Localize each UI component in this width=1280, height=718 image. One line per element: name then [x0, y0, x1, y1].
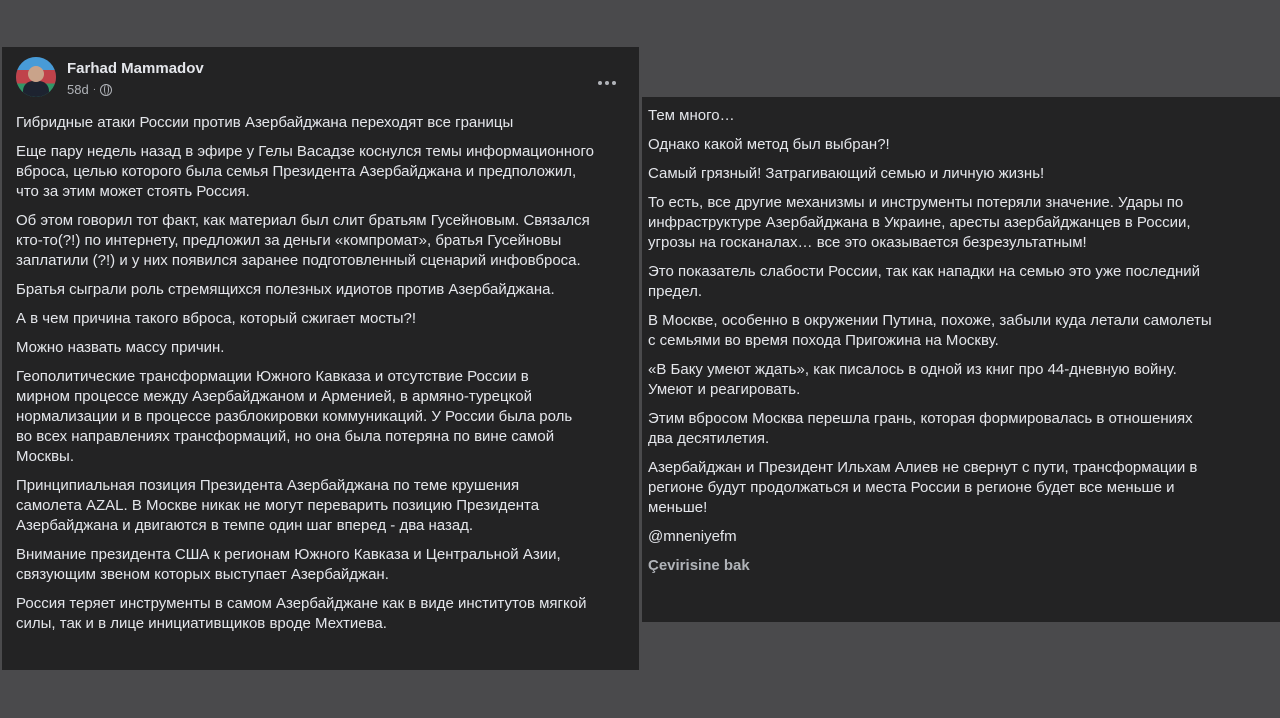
post-header: [16, 57, 625, 103]
post-paragraph: Тем много…: [648, 107, 735, 124]
post-paragraph: Это показатель слабости России, так как нападки на семью это уже последний предел.: [648, 263, 1201, 300]
post-body-right: [648, 106, 1278, 585]
post-paragraph: Однако какой метод был выбран?!: [648, 136, 890, 153]
more-options-icon: [598, 81, 602, 85]
post-paragraph: Принципиальная позиция Президента Азербайджана по теме крушения самолета AZAL. В Москве никак не могут переварить позицию Президента Азербайджана и двигаются в темпе один шаг вперед - два назад.: [16, 477, 540, 534]
globe-icon: [100, 84, 112, 96]
post-paragraph: Гибридные атаки России против Азербайджана переходят все границы: [16, 114, 514, 131]
post-panel-left: [2, 47, 639, 670]
source-handle[interactable]: @mneniyefm: [648, 528, 737, 545]
post-paragraph: Геополитические трансформации Южного Кавказа и отсутствие России в мирном процессе между Азербайджаном и Арменией, в армяно-турецкой нормализации и в процессе разблокировки коммуникаций. У России была роль во всех направлениях трансформаций, но она была потеряна по вине самой Москвы.: [16, 368, 573, 465]
post-panel-right: [642, 97, 1280, 622]
post-paragraph: Этим вбросом Москва перешла грань, которая формировалась в отношениях два десятилетия.: [648, 410, 1193, 447]
post-paragraph: А в чем причина такого вброса, который сжигает мосты?!: [16, 310, 417, 327]
post-paragraph: Самый грязный! Затрагивающий семью и личную жизнь!: [648, 165, 1045, 182]
post-paragraph: Об этом говорил тот факт, как материал был слит братьям Гусейновым. Связался кто-то(?!) по интернету, предложил за деньги «компромат», братья Гусейновы заплатили (?!) и у них появился заранее подготовленный сценарий инфовброса.: [16, 212, 590, 269]
post-paragraph: Еще пару недель назад в эфире у Гелы Васадзе коснулся темы информационного вброса, целью которого была семья Президента Азербайджана и предположил, что за этим может стоять Россия.: [16, 143, 594, 200]
avatar-head: [28, 66, 44, 82]
meta-separator: ·: [92, 84, 97, 95]
avatar-body: [23, 81, 49, 97]
post-paragraph: Братья сыграли роль стремящихся полезных идиотов против Азербайджана.: [16, 281, 555, 298]
post-paragraph: То есть, все другие механизмы и инструменты потеряли значение. Удары по инфраструктуре Азербайджана в Украине, аресты азербайджанцев в России, угрозы на госканалах… все это оказывается безрезультатным!: [648, 194, 1191, 251]
post-paragraph: Внимание президента США к регионам Южного Кавказа и Центральной Азии, связующим звеном которых выступает Азербайджан.: [16, 546, 561, 583]
post-paragraph: Можно назвать массу причин.: [16, 339, 225, 356]
post-paragraph: Азербайджан и Президент Ильхам Алиев не свернут с пути, трансформации в регионе будут продолжаться и места России в регионе будет все меньше и меньше!: [648, 459, 1198, 516]
post-body-left: [16, 113, 631, 643]
post-paragraph: «В Баку умеют ждать», как писалось в одной из книг про 44-дневную войну. Умеют и реагировать.: [648, 361, 1177, 398]
more-options-button[interactable]: [593, 75, 621, 91]
post-paragraph: В Москве, особенно в окружении Путина, похоже, забыли куда летали самолеты с семьями во время похода Пригожина на Москву.: [648, 312, 1212, 349]
avatar[interactable]: [16, 57, 56, 97]
post-meta: [67, 82, 112, 97]
post-paragraph: Россия теряет инструменты в самом Азербайджане как в виде институтов мягкой силы, так и в лице инициативщиков вроде Мехтиева.: [16, 595, 587, 632]
post-time[interactable]: 58d: [67, 82, 89, 97]
see-translation-link[interactable]: Çevirisine bak: [648, 557, 750, 574]
author-name[interactable]: Farhad Mammadov: [67, 60, 204, 77]
